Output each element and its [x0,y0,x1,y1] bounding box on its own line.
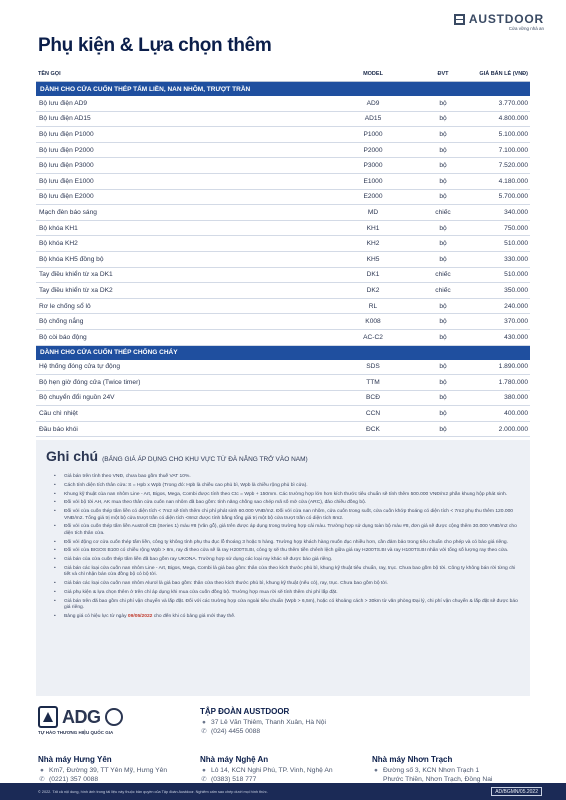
table-row [36,283,530,299]
notes-title: Ghi chú [46,448,99,464]
item-price: 510.000 [504,240,528,248]
header-name: TÊN GỌI [38,70,61,77]
office-nhon-trach-address-2: Phước Thiền, Nhơn Trạch, Đồng Nai [383,775,493,783]
note-item: • Giá bán các loại cửa cuốn nan nhôm Line - Art, Bigos, Mega, Combi là giá bao gồm: thân cửa theo kích thước phủ bì, khung kỹ thuật tiêu chuẩn, ray, trục. Chưa bao gồm bộ tời. Công ty không bán rời từng chi tiết và chỉ nhận bán cửa đồng bộ có bộ tời. [46,566,520,579]
item-model: MD [367,208,379,216]
item-unit: chiếc [435,286,451,294]
office-hung-yen [38,755,167,784]
item-unit: chiếc [435,271,451,279]
item-price: 3.770.000 [498,99,528,107]
item-price: 370.000 [504,318,528,326]
item-model: SDS [366,363,380,371]
item-unit: bộ [439,302,447,310]
office-hung-yen-address-line [38,767,167,776]
table-row [36,236,530,252]
item-unit: bộ [439,240,447,248]
office-hung-yen-address: Km7, Đường 39, TT Yên Mỹ, Hưng Yên [49,767,168,774]
item-unit: bộ [439,224,447,232]
item-model: TTM [366,378,380,386]
item-unit: bộ [439,130,447,138]
ship-icon [38,706,58,728]
note-item: • Cách tính diện tích thân cửa: S = Hpb x Wpb (Trong đó: Hpb là chiều cao phủ bì, Wpb là chiều rộng phủ bì cửa). [46,483,520,489]
document-code: AD/BGMN/05.2022 [491,787,542,796]
location-pin-icon: ● [374,767,378,774]
item-name: Cầu chì nhiệt [39,410,78,418]
item-name: Bộ khóa KH5 đồng bộ [39,255,104,263]
item-unit: bộ [439,394,447,402]
item-name: Bộ lưu điện P3000 [39,162,94,170]
office-nhon-trach-address-block [383,767,492,784]
item-unit: bộ [439,363,447,371]
table-row [36,375,530,391]
table-row [36,314,530,330]
phone-icon: ✆ [201,775,207,783]
office-group-title: TẬP ĐOÀN AUSTDOOR [200,707,290,716]
header-unit: ĐVT [437,70,449,77]
office-nhon-trach-address-line [372,767,492,784]
section-header: DÀNH CHO CỬA CUỐN THÉP TẤM LIỀN, NAN NHÔM, TRƯỢT TRẦN [36,82,530,96]
item-model: KH2 [366,240,380,248]
item-name: Bộ hẹn giờ đóng cửa (Twice timer) [39,378,141,386]
header-price: GIÁ BÁN LẺ (VNĐ) [479,70,528,77]
brand-logo [454,12,544,26]
item-model: CCN [365,410,381,418]
item-price: 430.000 [504,333,528,341]
table-row [36,221,530,237]
notes-panel [36,440,530,696]
office-nhon-trach-title: Nhà máy Nhơn Trạch [372,755,453,764]
section-header: DÀNH CHO CỬA CUỐN THÉP CHỐNG CHÁY [36,346,530,360]
item-model: P3000 [363,162,383,170]
price-table [36,66,530,453]
table-row [36,422,530,438]
item-name: Bộ lưu điện P1000 [39,130,94,138]
note-item: • Đối với cửa cuốn thép tấm liền có diện tích < 7m2 sẽ tính thêm chi phí phát sinh 60.000 VNĐ/m2. Đối với cửa nan nhôm, cửa cuốn trong suốt, cửa cuốn khớp thoáng có diện tích < 7m2 phụ thu thêm 120.000 VNĐ/m2. Tổng giá trị một bộ cửa trượt trần có diện tích <8m2 được tính bằng tổng giá trị một bộ cửa trượt trần có diện tích 8m2. [46,509,520,522]
table-header [36,66,530,82]
item-name: Hệ thống đóng cửa tự động [39,363,121,371]
item-unit: bộ [439,333,447,341]
item-unit: bộ [439,318,447,326]
item-name: Bộ chuyển đổi nguồn 24V [39,394,115,402]
note-item: • Đối với động cơ cửa cuốn thép tấm liền, công ty không tính phụ thu đục lỗ thoáng 3 hoặc 5 hàng. Trường hợp khách hàng muốn đục nhiều hơn, cần đảm bảo trong tiêu chuẩn cho phép và có báo giá riêng. [46,540,520,546]
item-price: 510.000 [504,271,528,279]
office-group [200,707,326,736]
item-unit: bộ [439,177,447,185]
item-name: Tay điều khiển từ xa DK1 [39,271,113,279]
note-item: • Giá bán trên tính theo VNĐ, chưa bao gồm thuế VAT 10%. [46,474,520,480]
item-name: Mạch đèn báo sáng [39,208,97,216]
item-name: Bộ lưu điện E1000 [39,177,94,185]
item-name: Bộ lưu điện AD9 [39,99,88,107]
notes-subtitle: (BẢNG GIÁ ÁP DỤNG CHO KHU VỰC TỪ ĐÀ NẴNG TRỞ VÀO NAM) [102,456,308,463]
item-unit: bộ [439,255,447,263]
national-brand-emblem-icon [105,708,123,726]
office-hung-yen-title: Nhà máy Hưng Yên [38,755,112,764]
item-model: RL [368,302,378,310]
item-unit: bộ [439,193,447,201]
table-row [36,406,530,422]
note-item: • Giá bán của cửa cuốn thép tấm liền đã bao gồm ray UKONA. Trường hợp sử dụng các loại ray khác sẽ được báo giá riêng. [46,557,520,563]
location-pin-icon: ● [202,767,206,774]
note-item: • Giá bán trên đã bao gồm chi phí vận chuyển và lắp đặt. Đối với các trường hợp cửa ngoài tiêu chuẩn (Wpb > 6,5m), hoặc có khoảng cách > 30km từ văn phòng Đại lý, chi phí vận chuyển & lắp đặt sẽ được báo giá riêng. [46,599,520,612]
item-name: Bộ lưu điện E2000 [39,193,94,201]
item-unit: bộ [439,425,447,433]
office-nghe-an [200,755,333,784]
adg-caption: TỰ HÀO THƯƠNG HIỆU QUỐC GIA [38,730,114,735]
item-model: P2000 [363,146,383,154]
note-item: • Đối với cửa cuốn thép tấm liền Austroll CB (Series 1) màu #8 (Vân gỗ), giá trên được áp dụng trong trường hợp cải màu. Trường hợp sử dụng toàn bộ màu #8, đơn giá sẽ được cộng thêm 30.000 VNĐ/m2 cho diện tích thân cửa. [46,524,520,537]
effective-date: 09/05/2022 [127,613,153,619]
table-row [36,127,530,143]
item-unit: bộ [439,410,447,418]
footer-bar [0,783,566,800]
table-row [36,174,530,190]
item-name: Bộ khóa KH1 [39,224,78,232]
item-price: 340.000 [504,208,528,216]
item-model: ĐCK [366,425,380,433]
item-price: 330.000 [504,255,528,263]
note-item: • Khung kỹ thuật của nan nhôm Line - Art, Bigos, Mega, Combi được tính theo Ctc = Wpb + 150mm. Các trường hợp lớn hơn kích thước tiêu chuẩn sẽ tính thêm 500.000 VNĐ/m2 phần khung hộp phát sinh. [46,492,520,498]
item-price: 750.000 [504,224,528,232]
office-group-phone: (024) 4455 0088 [211,727,261,735]
item-name: Rơ le chống sổ lô [39,302,91,310]
location-pin-icon: ● [202,719,206,726]
item-name: Đầu báo khói [39,425,78,433]
item-model: AC-C2 [363,333,383,341]
item-price: 7.520.000 [498,162,528,170]
office-nhon-trach-address-1: Đường số 3, KCN Nhơn Trạch 1 [383,767,480,774]
brand-tagline: Cửa vững nhà an [508,26,544,31]
item-model: K008 [365,318,381,326]
table-row [36,360,530,376]
item-unit: bộ [439,115,447,123]
adg-name: ADG [62,706,101,727]
item-price: 7.100.000 [498,146,528,154]
item-price: 4.180.000 [498,177,528,185]
table-row [36,299,530,315]
phone-icon: ✆ [201,727,207,735]
item-price: 5.700.000 [498,193,528,201]
austdoor-logo-icon [454,14,465,25]
item-name: Bộ khóa KH2 [39,240,78,248]
item-name: Tay điều khiển từ xa DK2 [39,286,113,294]
item-model: E2000 [363,193,383,201]
table-row [36,190,530,206]
note-item: • Giá phụ kiện & lựa chọn thêm ở trên chỉ áp dụng khi mua cửa cuốn đồng bộ. Trường hợp mua rời sẽ tính thêm chi phí lắp đặt. [46,590,520,596]
item-model: P1000 [363,130,383,138]
item-price: 1.780.000 [498,378,528,386]
item-unit: bộ [439,378,447,386]
item-price: 350.000 [504,286,528,294]
header-model: MODEL [363,70,383,77]
office-nghe-an-phone: (0383) 518 777 [211,775,257,783]
item-model: KH1 [366,224,380,232]
item-price: 4.800.000 [498,115,528,123]
adg-logo-row [38,706,133,728]
page-title: Phụ kiện & Lựa chọn thêm [38,35,272,56]
item-model: KH5 [366,255,380,263]
table-row [36,268,530,284]
item-unit: bộ [439,99,447,107]
item-name: Bộ chống nắng [39,318,84,326]
location-pin-icon: ● [40,767,44,774]
office-group-phone-line [200,728,326,737]
item-price: 2.000.000 [498,425,528,433]
item-model: E1000 [363,177,383,185]
adg-badge [38,706,133,735]
item-model: AD15 [364,115,382,123]
notes-list [46,474,520,620]
item-name: Bộ còi báo động [39,333,87,341]
table-row [36,143,530,159]
item-unit: chiếc [435,208,451,216]
note-item: • Đối với cửa BIGOS B100 có chiều rộng Wpb > 8m, ray đi theo cửa sẽ là ray H200TS.BI, công ty sẽ thu thêm tiền chênh lệch giữa giá ray H200TS.BI và ray H100TS.BI nhân với tổng số lượng ray theo cửa. [46,548,520,554]
item-model: DK2 [366,286,380,294]
item-model: DK1 [366,271,380,279]
office-nghe-an-address-line [200,767,333,776]
office-group-address: 37 Lê Văn Thiêm, Thanh Xuân, Hà Nội [211,719,326,726]
item-model: BCĐ [366,394,380,402]
table-row [36,96,530,112]
office-hung-yen-phone: (0221) 357 0088 [49,775,99,783]
notes-header [46,448,520,464]
item-price: 400.000 [504,410,528,418]
table-row [36,391,530,407]
item-price: 1.890.000 [498,363,528,371]
item-price: 240.000 [504,302,528,310]
item-name: Bộ lưu điện AD15 [39,115,91,123]
note-item: • Giá bán các loại cửa cuốn nan nhôm Alurol là giá bao gồm: thân cửa theo kích thước phủ bì, khung kỹ thuật (nếu có), ray, trục. Chưa bao gồm bộ tời. [46,581,520,587]
table-row [36,158,530,174]
item-name: Bộ lưu điện P2000 [39,146,94,154]
item-price: 380.000 [504,394,528,402]
footer-copyright: © 2022. Tất cả nội dung, hình ảnh trong tài liệu này thuộc bản quyền của Tập đoàn Austdoor. Nghiêm cấm sao chép dưới mọi hình thức. [38,789,268,794]
table-row [36,205,530,221]
office-group-address-line [200,719,326,728]
item-unit: bộ [439,162,447,170]
table-row [36,330,530,346]
table-row [36,252,530,268]
phone-icon: ✆ [39,775,45,783]
item-model: AD9 [366,99,380,107]
note-item: • Đối với bộ tời AH, AK mua theo thân cửa cuốn nan nhôm đã bao gồm: tính năng chống sao chép mã số mở cửa (ARC), đảo chiều đồng bộ. [46,500,520,506]
office-nghe-an-address: Lô 14, KCN Nghi Phú, TP. Vinh, Nghệ An [211,767,333,774]
item-price: 5.100.000 [498,130,528,138]
item-unit: bộ [439,146,447,154]
table-body [36,82,530,453]
brand-name: AUSTDOOR [468,12,544,26]
office-nghe-an-title: Nhà máy Nghệ An [200,755,269,764]
note-item: • Bảng giá có hiệu lực từ ngày 09/05/2022 cho đến khi có bảng giá mới thay thế. [46,614,520,620]
table-row [36,112,530,128]
